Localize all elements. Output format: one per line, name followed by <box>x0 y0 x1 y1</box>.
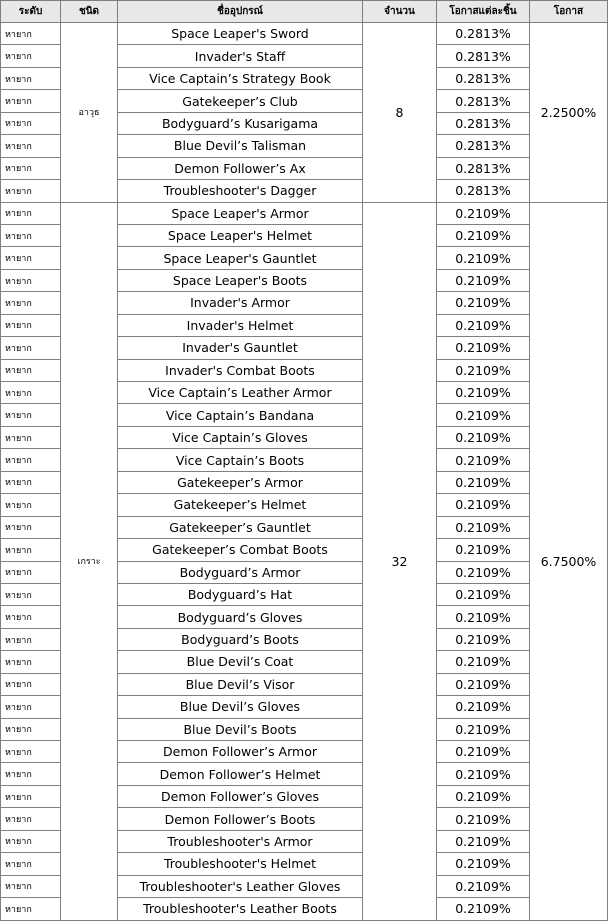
each-chance-cell: 0.2109% <box>437 763 530 785</box>
each-chance-cell: 0.2109% <box>437 404 530 426</box>
rank-cell: หายาก <box>1 269 61 291</box>
rank-cell: หายาก <box>1 830 61 852</box>
total-chance-cell: 6.7500% <box>530 202 608 920</box>
each-chance-cell: 0.2109% <box>437 561 530 583</box>
rank-cell: หายาก <box>1 516 61 538</box>
count-cell: 32 <box>363 202 437 920</box>
rank-cell: หายาก <box>1 359 61 381</box>
each-chance-cell: 0.2109% <box>437 785 530 807</box>
each-chance-cell: 0.2109% <box>437 718 530 740</box>
item-name-cell: Invader's Helmet <box>118 314 363 336</box>
rank-cell: หายาก <box>1 853 61 875</box>
rank-cell: หายาก <box>1 875 61 897</box>
each-chance-cell: 0.2109% <box>437 292 530 314</box>
item-name-cell: Bodyguard’s Kusarigama <box>118 112 363 134</box>
item-name-cell: Space Leaper's Boots <box>118 269 363 291</box>
item-name-cell: Vice Captain’s Strategy Book <box>118 67 363 89</box>
header-count: จำนวน <box>363 1 437 23</box>
each-chance-cell: 0.2109% <box>437 314 530 336</box>
rank-cell: หายาก <box>1 808 61 830</box>
item-name-cell: Vice Captain’s Gloves <box>118 426 363 448</box>
rank-cell: หายาก <box>1 382 61 404</box>
item-name-cell: Invader's Armor <box>118 292 363 314</box>
each-chance-cell: 0.2109% <box>437 516 530 538</box>
each-chance-cell: 0.2109% <box>437 808 530 830</box>
each-chance-cell: 0.2109% <box>437 471 530 493</box>
rank-cell: หายาก <box>1 314 61 336</box>
item-name-cell: Gatekeeper’s Club <box>118 90 363 112</box>
item-name-cell: Space Leaper's Sword <box>118 23 363 45</box>
each-chance-cell: 0.2109% <box>437 853 530 875</box>
rank-cell: หายาก <box>1 606 61 628</box>
rank-cell: หายาก <box>1 23 61 45</box>
each-chance-cell: 0.2109% <box>437 359 530 381</box>
each-chance-cell: 0.2813% <box>437 180 530 202</box>
item-name-cell: Vice Captain’s Bandana <box>118 404 363 426</box>
rank-cell: หายาก <box>1 247 61 269</box>
header-total-chance: โอกาส <box>530 1 608 23</box>
item-name-cell: Gatekeeper’s Helmet <box>118 494 363 516</box>
item-name-cell: Demon Follower’s Ax <box>118 157 363 179</box>
rank-cell: หายาก <box>1 741 61 763</box>
each-chance-cell: 0.2109% <box>437 830 530 852</box>
each-chance-cell: 0.2109% <box>437 875 530 897</box>
rank-cell: หายาก <box>1 449 61 471</box>
each-chance-cell: 0.2109% <box>437 539 530 561</box>
header-each-chance: โอกาสแต่ละชิ้น <box>437 1 530 23</box>
type-cell: อาวุธ <box>61 23 118 203</box>
item-name-cell: Blue Devil’s Talisman <box>118 135 363 157</box>
rank-cell: หายาก <box>1 337 61 359</box>
rank-cell: หายาก <box>1 718 61 740</box>
item-name-cell: Troubleshooter's Armor <box>118 830 363 852</box>
rank-cell: หายาก <box>1 539 61 561</box>
table-body <box>1 23 608 921</box>
rank-cell: หายาก <box>1 673 61 695</box>
each-chance-cell: 0.2813% <box>437 135 530 157</box>
rank-cell: หายาก <box>1 90 61 112</box>
each-chance-cell: 0.2109% <box>437 202 530 224</box>
each-chance-cell: 0.2109% <box>437 898 530 920</box>
rank-cell: หายาก <box>1 785 61 807</box>
item-name-cell: Bodyguard’s Armor <box>118 561 363 583</box>
each-chance-cell: 0.2109% <box>437 673 530 695</box>
each-chance-cell: 0.2109% <box>437 494 530 516</box>
rank-cell: หายาก <box>1 898 61 920</box>
each-chance-cell: 0.2813% <box>437 90 530 112</box>
each-chance-cell: 0.2109% <box>437 224 530 246</box>
table-row <box>1 23 608 45</box>
rank-cell: หายาก <box>1 292 61 314</box>
each-chance-cell: 0.2109% <box>437 628 530 650</box>
item-name-cell: Troubleshooter's Dagger <box>118 180 363 202</box>
type-cell: เกราะ <box>61 202 118 920</box>
item-name-cell: Demon Follower’s Helmet <box>118 763 363 785</box>
rank-cell: หายาก <box>1 651 61 673</box>
rank-cell: หายาก <box>1 224 61 246</box>
each-chance-cell: 0.2109% <box>437 426 530 448</box>
rank-cell: หายาก <box>1 583 61 605</box>
count-cell: 8 <box>363 23 437 203</box>
item-name-cell: Space Leaper's Gauntlet <box>118 247 363 269</box>
each-chance-cell: 0.2109% <box>437 741 530 763</box>
item-name-cell: Demon Follower’s Armor <box>118 741 363 763</box>
rank-cell: หายาก <box>1 180 61 202</box>
each-chance-cell: 0.2109% <box>437 449 530 471</box>
rank-cell: หายาก <box>1 628 61 650</box>
each-chance-cell: 0.2109% <box>437 337 530 359</box>
item-name-cell: Blue Devil’s Boots <box>118 718 363 740</box>
each-chance-cell: 0.2109% <box>437 269 530 291</box>
rank-cell: หายาก <box>1 45 61 67</box>
item-name-cell: Blue Devil’s Gloves <box>118 696 363 718</box>
item-name-cell: Troubleshooter's Helmet <box>118 853 363 875</box>
rank-cell: หายาก <box>1 157 61 179</box>
item-name-cell: Gatekeeper’s Combat Boots <box>118 539 363 561</box>
item-name-cell: Invader's Combat Boots <box>118 359 363 381</box>
rank-cell: หายาก <box>1 494 61 516</box>
each-chance-cell: 0.2109% <box>437 247 530 269</box>
rank-cell: หายาก <box>1 471 61 493</box>
item-name-cell: Vice Captain’s Leather Armor <box>118 382 363 404</box>
item-name-cell: Vice Captain’s Boots <box>118 449 363 471</box>
item-name-cell: Bodyguard’s Gloves <box>118 606 363 628</box>
each-chance-cell: 0.2813% <box>437 112 530 134</box>
header-name: ชื่ออุปกรณ์ <box>118 1 363 23</box>
item-name-cell: Invader's Staff <box>118 45 363 67</box>
item-name-cell: Gatekeeper’s Gauntlet <box>118 516 363 538</box>
each-chance-cell: 0.2813% <box>437 45 530 67</box>
header-rank: ระดับ <box>1 1 61 23</box>
item-name-cell: Space Leaper's Armor <box>118 202 363 224</box>
item-name-cell: Blue Devil’s Coat <box>118 651 363 673</box>
each-chance-cell: 0.2109% <box>437 696 530 718</box>
item-name-cell: Demon Follower’s Gloves <box>118 785 363 807</box>
rank-cell: หายาก <box>1 763 61 785</box>
item-name-cell: Blue Devil’s Visor <box>118 673 363 695</box>
item-name-cell: Demon Follower’s Boots <box>118 808 363 830</box>
item-name-cell: Invader's Gauntlet <box>118 337 363 359</box>
each-chance-cell: 0.2109% <box>437 583 530 605</box>
rank-cell: หายาก <box>1 135 61 157</box>
item-name-cell: Space Leaper's Helmet <box>118 224 363 246</box>
item-name-cell: Bodyguard’s Boots <box>118 628 363 650</box>
total-chance-cell: 2.2500% <box>530 23 608 203</box>
each-chance-cell: 0.2109% <box>437 606 530 628</box>
each-chance-cell: 0.2109% <box>437 382 530 404</box>
each-chance-cell: 0.2813% <box>437 23 530 45</box>
rank-cell: หายาก <box>1 696 61 718</box>
rank-cell: หายาก <box>1 404 61 426</box>
table-row <box>1 202 608 224</box>
item-name-cell: Troubleshooter's Leather Boots <box>118 898 363 920</box>
header-type: ชนิด <box>61 1 118 23</box>
each-chance-cell: 0.2813% <box>437 157 530 179</box>
item-name-cell: Bodyguard’s Hat <box>118 583 363 605</box>
rank-cell: หายาก <box>1 112 61 134</box>
rank-cell: หายาก <box>1 202 61 224</box>
header-row <box>1 1 608 23</box>
each-chance-cell: 0.2813% <box>437 67 530 89</box>
each-chance-cell: 0.2109% <box>437 651 530 673</box>
item-name-cell: Gatekeeper’s Armor <box>118 471 363 493</box>
item-name-cell: Troubleshooter's Leather Gloves <box>118 875 363 897</box>
rank-cell: หายาก <box>1 426 61 448</box>
rank-cell: หายาก <box>1 561 61 583</box>
rank-cell: หายาก <box>1 67 61 89</box>
